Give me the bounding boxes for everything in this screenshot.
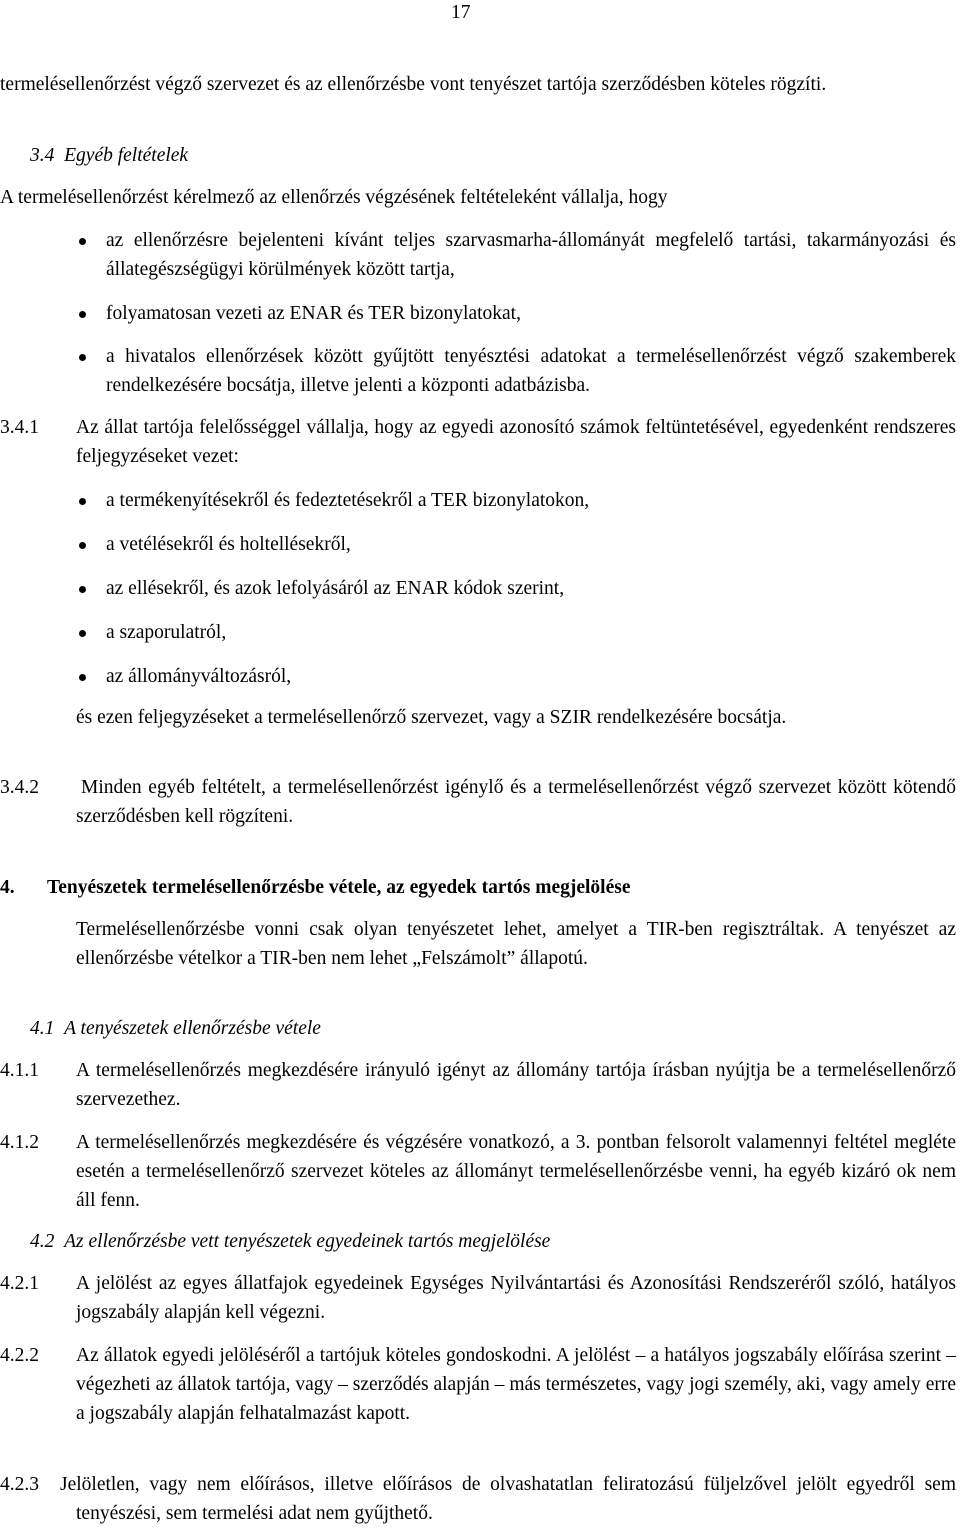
item-4-2-2-number: 4.2.2 <box>0 1345 39 1366</box>
item-4-2-3-text: Jelöletlen, vagy nem előírásos, illetve előírásos de olvashatatlan feliratozású füljelzővel jelölt egyedről sem tenyészési, sem termelési adat nem gyűjthető. <box>60 1474 956 1524</box>
bullet-icon <box>79 674 86 681</box>
bullet-icon <box>79 498 86 505</box>
list-item: az állományváltozásról, <box>106 666 292 687</box>
section-3-4-1-text: Az állat tartója felelősséggel vállalja, hogy az egyedi azonosító számok feltüntetésével, egyedenként rendszeres feljegyzéseket vezet: <box>76 417 956 467</box>
item-4-2-1-text: A jelölést az egyes állatfajok egyedeinek Egységes Nyilvántartási és Azonosítási Rendszeréről szóló, hatályos jogszabály alapján kell végezni. <box>76 1273 956 1323</box>
list-item: a vetélésekről és holtellésekről, <box>106 534 351 555</box>
section-3-4-heading <box>30 141 188 170</box>
section-4-1-heading <box>30 1014 321 1043</box>
section-3-4-1-number: 3.4.1 <box>0 417 39 438</box>
section-3-4-2-number: 3.4.2 <box>0 777 39 798</box>
section-4-title: Tenyészetek termelésellenőrzésbe vétele, az egyedek tartós megjelölése <box>47 877 631 898</box>
section-4-number: 4. <box>0 877 15 898</box>
list-item: a termékenyítésekről és fedeztetésekről a TER bizonylatokon, <box>106 490 590 511</box>
section-4-2-heading <box>30 1227 550 1256</box>
section-3-4-2-text: Minden egyéb feltételt, a termelésellenőrzést igénylő és a termelésellenőrzést végző szervezet között kötendő szerződésben kell rögzíteni. <box>76 777 956 827</box>
item-4-1-2-number: 4.1.2 <box>0 1132 39 1153</box>
list-item: az ellenőrzésre bejelenteni kívánt teljes szarvasmarha-állományát megfelelő tartási, takarmányozási és állategészségügyi körülmények között tartja, <box>106 230 956 280</box>
section-3-4-lead: A termelésellenőrzést kérelmező az ellenőrzés végzésének feltételeként vállalja, hogy <box>0 187 668 208</box>
item-4-2-3-number: 4.2.3 <box>0 1474 39 1495</box>
bullet-icon <box>79 586 86 593</box>
section-3-4-title: Egyéb feltételek <box>64 145 189 166</box>
bullet-icon <box>79 542 86 549</box>
intro-paragraph: termelésellenőrzést végző szervezet és az ellenőrzésbe vont tenyészet tartója szerződésben köteles rögzíti. <box>0 74 827 95</box>
bullet-icon <box>79 354 86 361</box>
section-3-4-number: 3.4 <box>30 145 55 166</box>
list-item: a hivatalos ellenőrzések között gyűjtött tenyésztési adatokat a termelésellenőrzést végző szakemberek rendelkezésére bocsátja, illetve jelenti a központi adatbázisba. <box>106 346 956 396</box>
item-4-2-1-number: 4.2.1 <box>0 1273 39 1294</box>
list-item: a szaporulatról, <box>106 622 227 643</box>
section-4-2-number: 4.2 <box>30 1231 55 1252</box>
item-4-1-1-number: 4.1.1 <box>0 1060 39 1081</box>
page-number: 17 <box>451 2 471 23</box>
list-item: az ellésekről, és azok lefolyásáról az ENAR kódok szerint, <box>106 578 565 599</box>
section-4-1-number: 4.1 <box>30 1018 55 1039</box>
bullet-icon <box>79 311 86 318</box>
item-4-1-1-text: A termelésellenőrzés megkezdésére irányuló igényt az állomány tartója írásban nyújtja be a termelésellenőrző szervezethez. <box>76 1060 956 1110</box>
section-4-2-title: Az ellenőrzésbe vett tenyészetek egyedeinek tartós megjelölése <box>64 1231 551 1252</box>
item-4-2-2-text: Az állatok egyedi jelöléséről a tartójuk köteles gondoskodni. A jelölést – a hatályos jogszabály előírása szerint – végezheti az állatok tartója, vagy – szerződés alapján – más természetes, vagy jogi személy, aki, vagy amely erre a jogszabály alapján felhatalmazást kapott. <box>76 1345 956 1424</box>
section-4-intro: Termelésellenőrzésbe vonni csak olyan tenyészetet lehet, amelyet a TIR-ben regisztráltak. A tenyészet az ellenőrzésbe vételkor a TIR-ben nem lehet „Felszámolt” állapotú. <box>76 919 956 969</box>
item-4-1-2-text: A termelésellenőrzés megkezdésére és végzésére vonatkozó, a 3. pontban felsorolt valamennyi feltétel megléte esetén a termelésellenőrző szervezet köteles az állományt termelésellenőrzésbe venni, ha egyéb kizáró ok nem áll fenn. <box>76 1132 956 1211</box>
section-4-1-title: A tenyészetek ellenőrzésbe vétele <box>64 1018 321 1039</box>
list-item: folyamatosan vezeti az ENAR és TER bizonylatokat, <box>106 303 521 324</box>
bullet-icon <box>79 630 86 637</box>
bullet-icon <box>79 238 86 245</box>
section-3-4-1-closing: és ezen feljegyzéseket a termelésellenőrző szervezet, vagy a SZIR rendelkezésére bocsátja. <box>76 707 787 728</box>
